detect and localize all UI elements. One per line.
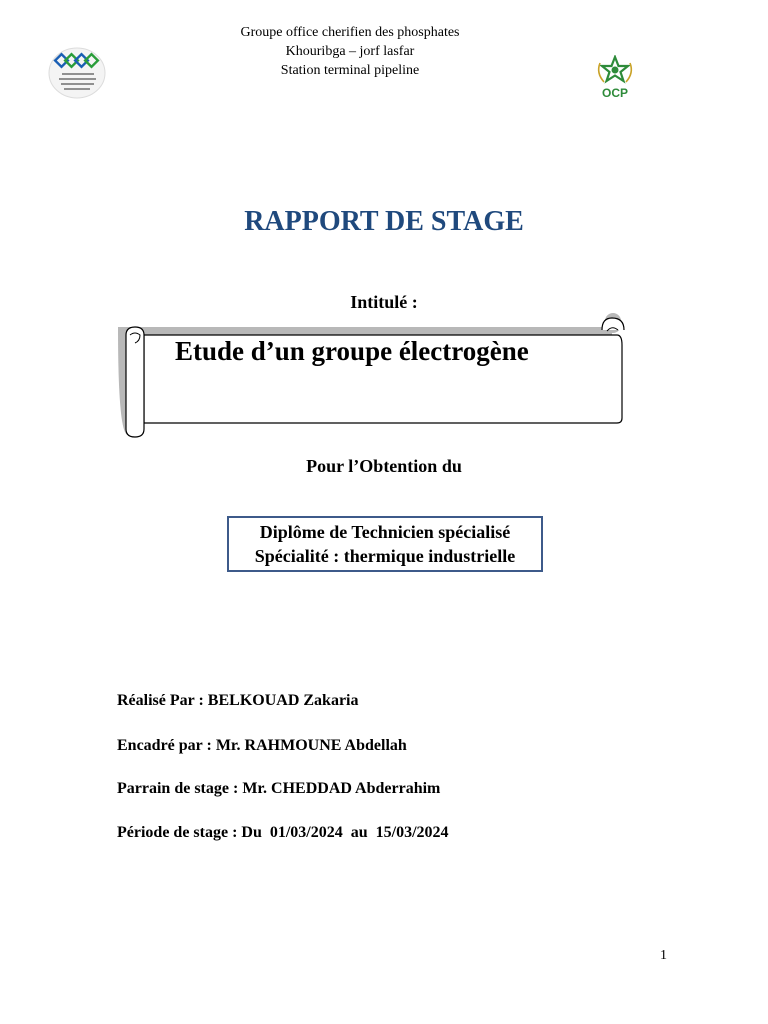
diploma-title: Diplôme de Technicien spécialisé xyxy=(259,522,511,542)
header-line-station: Station terminal pipeline xyxy=(280,63,420,78)
header-line-location: Khouribga – jorf lasfar xyxy=(285,44,415,59)
detail-parrain xyxy=(117,780,440,798)
header-line-organization: Groupe office cherifien des phosphates xyxy=(240,25,460,40)
page-number: 1 xyxy=(660,948,667,963)
detail-label: Parrain de stage : xyxy=(117,780,243,797)
detail-label: Réalisé Par : xyxy=(117,692,208,709)
detail-encadre-par xyxy=(117,737,407,755)
detail-realise-par xyxy=(117,692,358,710)
detail-label: Période de stage : xyxy=(117,824,242,841)
organization-header xyxy=(200,23,500,80)
ocp-logo xyxy=(590,55,640,100)
detail-value: BELKOUAD Zakaria xyxy=(207,692,359,709)
diploma-specialty: Spécialité : thermique industrielle xyxy=(254,546,516,566)
report-title: RAPPORT DE STAGE xyxy=(244,206,524,237)
detail-label: Encadré par : xyxy=(117,737,216,754)
detail-value: Du 01/03/2024 au 15/03/2024 xyxy=(241,824,449,841)
diploma-box xyxy=(227,516,543,572)
report-subject: Etude d’un groupe électrogène xyxy=(175,336,529,366)
detail-periode xyxy=(117,824,449,842)
scroll-banner xyxy=(112,305,637,445)
detail-value: Mr. RAHMOUNE Abdellah xyxy=(215,737,407,754)
obtention-label: Pour l’Obtention du xyxy=(306,456,462,476)
ofppt-logo xyxy=(48,47,106,99)
intitule-label: Intitulé : xyxy=(350,292,418,312)
ocp-logo-text: OCP xyxy=(601,86,629,100)
detail-value: Mr. CHEDDAD Abderrahim xyxy=(242,780,441,797)
